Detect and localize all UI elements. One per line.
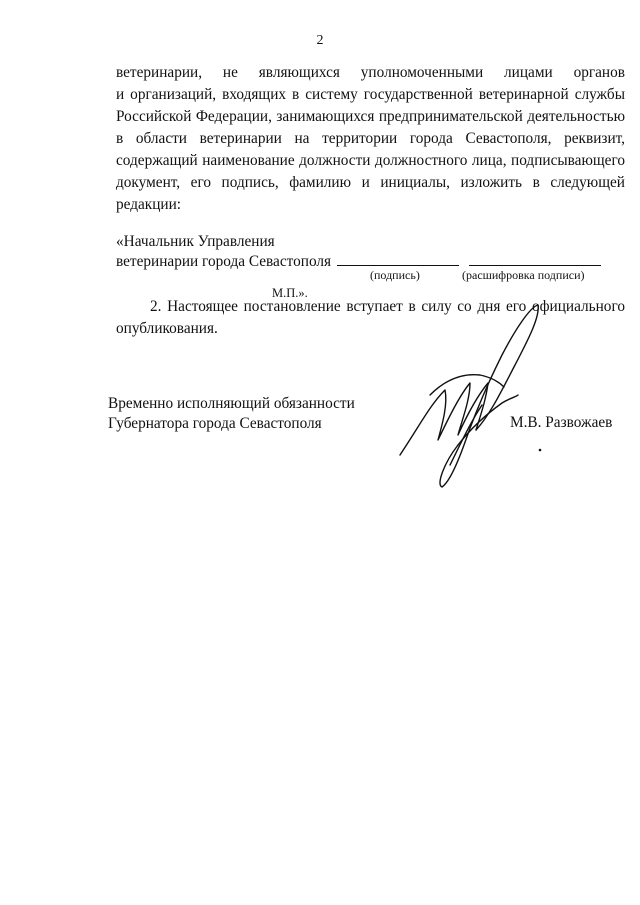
seal-placeholder: М.П.». — [272, 286, 308, 300]
paragraph-1-line: документ, его подпись, фамилию и инициалы, изложить в следующей — [116, 174, 625, 191]
name-blank-line — [469, 253, 601, 266]
paragraph-2-last-line: опубликования. — [116, 320, 218, 337]
paragraph-1 — [116, 62, 625, 216]
signature-caption: (подпись) — [370, 268, 420, 282]
signer-title — [108, 394, 355, 434]
handwritten-signature-icon — [390, 295, 570, 495]
signer-title-line: Губернатора города Севастополя — [108, 415, 322, 432]
signer-title-line: Временно исполняющий обязанности — [108, 395, 355, 412]
requisite-org-text: ветеринарии города Севастополя — [116, 253, 332, 270]
paragraph-1-line: в области ветеринарии на территории города Севастополя, реквизит, — [116, 130, 625, 147]
requisite-title-line: «Начальник Управления — [116, 233, 275, 250]
signer-name: М.В. Развожаев — [510, 414, 613, 431]
paragraph-1-line: и организаций, входящих в систему государственной ветеринарной службы — [116, 86, 625, 103]
paragraph-1-line: ветеринарии, не являющихся уполномоченными лицами органов — [116, 64, 625, 81]
decoding-caption: (расшифровка подписи) — [462, 268, 585, 282]
page-number: 2 — [316, 33, 324, 48]
requisite-sample — [116, 232, 625, 272]
paragraph-1-line: содержащий наименование должности должностного лица, подписывающего — [116, 152, 625, 169]
paragraph-1-line: Российской Федерации, занимающихся предпринимательской деятельностью — [116, 108, 625, 125]
signature-blank-line — [337, 253, 459, 266]
paragraph-1-last-line: редакции: — [116, 196, 182, 213]
paragraph-2-line: 2. Настоящее постановление вступает в силу со дня его официального — [150, 298, 625, 315]
